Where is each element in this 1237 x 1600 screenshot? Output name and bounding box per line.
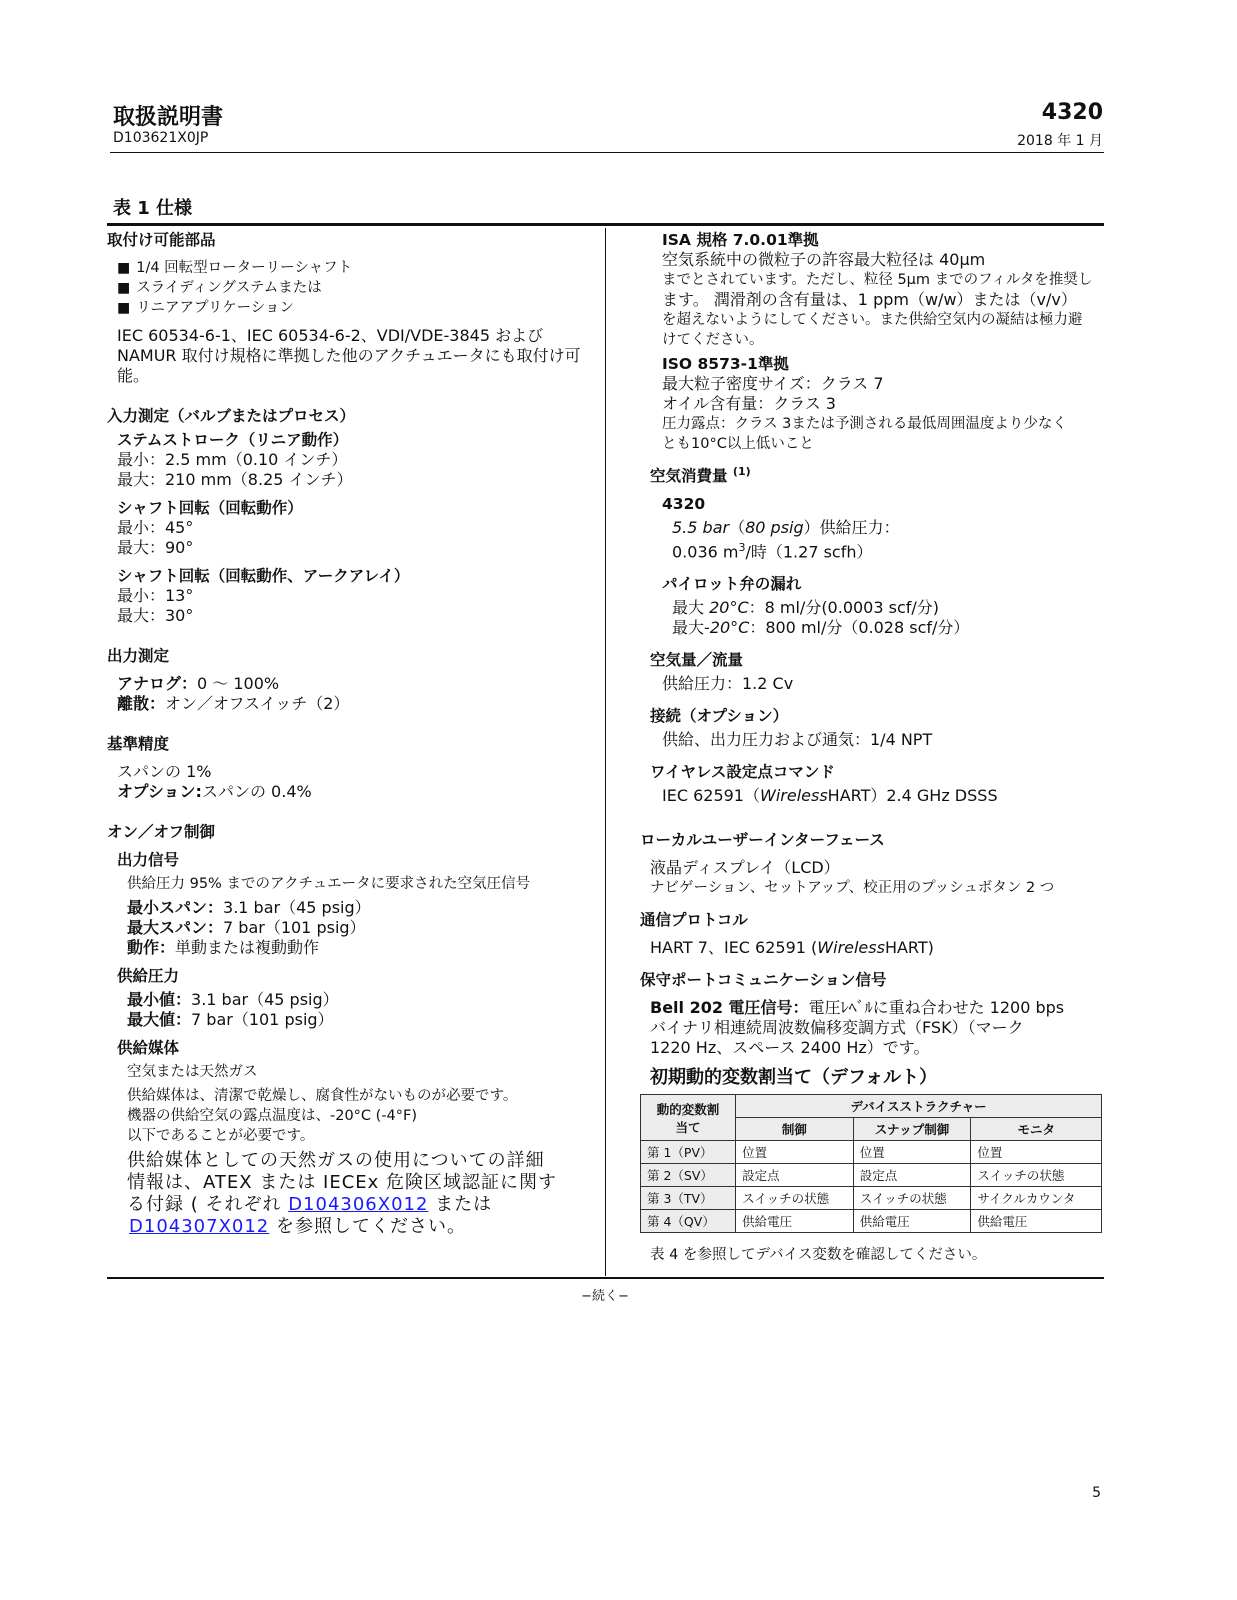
- text: ：800 ml/分（0.028 scf/分）: [749, 618, 970, 638]
- maint-line: バイナリ相連続周波数偏移変調方式（FSK）（マーク: [650, 1018, 1024, 1038]
- signal-text: 供給圧力 95% までのアクチュエータに要求された空気圧信号: [127, 876, 531, 892]
- flow-value: 供給圧力：1.2 Cv: [662, 674, 794, 694]
- table-cell: 供給電圧: [736, 1210, 854, 1233]
- model-number: 4320: [1041, 100, 1103, 125]
- max-span-value: 7 bar（101 psig）: [223, 918, 366, 937]
- model-heading: 4320: [662, 495, 706, 514]
- table-title: 表 1 仕様: [113, 198, 193, 219]
- text: ）供給圧力：: [803, 518, 900, 538]
- onoff-heading: オン／オフ制御: [107, 823, 216, 841]
- document-number: D103621X0JP: [113, 130, 209, 146]
- accuracy-option: [107, 782, 597, 802]
- table-cell: 位置: [853, 1141, 971, 1164]
- min-span: [117, 898, 597, 918]
- air-consumption-line: [640, 518, 1105, 538]
- bell-label: Bell 202 電圧信号：: [650, 998, 809, 1018]
- shaft-min: 最小：45°: [117, 518, 194, 537]
- bell-value: 電圧ﾚﾍﾞﾙに重ね合わせた 1200 bps: [808, 998, 1065, 1018]
- isa-line: 空気系統中の微粒子の許容最大粒径は 40μm: [662, 250, 986, 269]
- pilot-line: [640, 618, 1105, 638]
- pilot-heading: パイロット弁の漏れ: [662, 575, 802, 594]
- isa-line: ます。 潤滑剤の含有量は、1 ppm（w/w）または（v/v）: [662, 290, 1077, 309]
- air-consumption-heading: [640, 462, 1105, 486]
- discrete-label: 離散：: [117, 694, 166, 713]
- wireless-heading: ワイヤレス設定点コマンド: [650, 763, 835, 782]
- discrete-value: オン／オフスイッチ（2）: [165, 694, 350, 713]
- footnote-ref: (1): [732, 465, 751, 478]
- pilot-line: [640, 598, 1105, 618]
- note-line: NAMUR 取付け規格に準拠した他のアクチュエータにも取付け可: [117, 346, 581, 365]
- continued-label: −続く−: [581, 1289, 629, 1304]
- text: （: [729, 518, 746, 538]
- medium-line: 供給媒体は、清潔で乾燥し、腐食性がないものが必要です。: [127, 1088, 518, 1104]
- supply-max-label: 最大値：: [127, 1010, 192, 1029]
- output-heading: 出力測定: [107, 647, 170, 665]
- italic-text: Wireless: [760, 786, 828, 806]
- header-rule: [110, 152, 1104, 153]
- text: IEC 62591（: [662, 786, 760, 806]
- gas-note-line: 供給媒体としての天然ガスの使用についての詳細: [127, 1150, 545, 1171]
- table-header-cell: スナップ制御: [853, 1118, 971, 1141]
- action-label: 動作：: [127, 938, 176, 957]
- appendix-link-atex[interactable]: D104306X012: [288, 1194, 429, 1215]
- shaft-heading: シャフト回転（回転動作）: [117, 499, 303, 517]
- dv-title: 初期動的変数割当て（デフォルト）: [650, 1067, 938, 1089]
- right-column: [640, 230, 1105, 1265]
- text: 最大-: [672, 618, 710, 638]
- wireless-value: [640, 786, 1105, 806]
- maint-line: 1220 Hz、スペース 2400 Hz）です。: [650, 1038, 930, 1058]
- isa-line: けてください。: [662, 332, 764, 348]
- iso-heading: ISO 8573-1準拠: [662, 355, 789, 373]
- lui-heading: ローカルユーザーインターフェース: [640, 831, 885, 850]
- supply-min: [117, 990, 597, 1010]
- action-value: 単動または複動動作: [175, 938, 320, 957]
- stem-min: 最小：2.5 mm（0.10 インチ）: [117, 450, 348, 469]
- supply-heading: 供給圧力: [117, 967, 180, 985]
- stem-max: 最大：210 mm（8.25 インチ）: [117, 470, 353, 489]
- text: HART): [884, 938, 934, 958]
- text: HART）2.4 GHz DSSS: [827, 786, 998, 806]
- superscript: 3: [738, 541, 746, 555]
- table-top-rule: [107, 223, 1104, 226]
- italic-text: 20°C: [709, 598, 749, 618]
- note-line: 能。: [117, 366, 150, 385]
- iso-line: オイル含有量：クラス 3: [662, 394, 836, 413]
- gas-note-text: る付録 ( それぞれ: [127, 1194, 289, 1215]
- table-row: [641, 1164, 1102, 1187]
- bullet-item: ■ スライディングステムまたは: [117, 278, 597, 298]
- medium-line: 機器の供給空気の露点温度は、-20°C (-4°F): [127, 1108, 418, 1124]
- mountable-heading: 取付け可能部品: [107, 231, 216, 249]
- mountable-note: [107, 326, 597, 386]
- accuracy-line: スパンの 1%: [117, 762, 212, 781]
- dv-note: 表 4 を参照してデバイス変数を確認してください。: [650, 1247, 987, 1264]
- note-line: IEC 60534-6-1、IEC 60534-6-2、VDI/VDE-3845 および: [117, 326, 544, 345]
- arc-max: 最大：30°: [117, 606, 194, 625]
- min-span-label: 最小スパン：: [127, 898, 224, 917]
- flow-heading: 空気量／流量: [650, 651, 744, 670]
- supply-max-value: 7 bar（101 psig）: [191, 1010, 334, 1029]
- italic-text: 5.5 bar: [672, 518, 730, 538]
- table-header-row: [641, 1095, 1102, 1118]
- table-cell: 供給電圧: [853, 1210, 971, 1233]
- maint-heading: 保守ポートコミュニケーション信号: [640, 971, 887, 990]
- italic-text: 80 psig: [745, 518, 804, 538]
- column-divider: [605, 228, 606, 1276]
- dynamic-variable-table: [640, 1094, 1102, 1233]
- connection-value: 供給、出力圧力および通気：1/4 NPT: [662, 730, 933, 750]
- gas-note-text: または: [428, 1194, 493, 1215]
- table-header-cell: デバイスストラクチャー: [736, 1095, 1102, 1118]
- table-cell: 第 3（TV）: [641, 1187, 736, 1210]
- table-row: [641, 1187, 1102, 1210]
- arc-min: 最小：13°: [117, 586, 194, 605]
- header-text: 当て: [675, 1119, 701, 1135]
- supply-min-label: 最小値：: [127, 990, 192, 1009]
- output-analog: [107, 674, 597, 694]
- table-cell: サイクルカウンタ: [971, 1187, 1102, 1210]
- action: [117, 938, 597, 958]
- maint-line: [640, 998, 1105, 1018]
- heading-text: 空気消費量: [650, 467, 728, 486]
- gas-note-line: [127, 1194, 597, 1216]
- table-cell: 位置: [971, 1141, 1102, 1164]
- protocol-heading: 通信プロトコル: [640, 911, 748, 930]
- option-value: スパンの 0.4%: [201, 782, 312, 801]
- document-date: 2018 年 1 月: [1017, 133, 1103, 149]
- mountable-bullets: [107, 258, 597, 318]
- text: HART 7、IEC 62591 (: [650, 938, 818, 958]
- table-cell: 第 1（PV）: [641, 1141, 736, 1164]
- lui-line: 液晶ディスプレイ（LCD）: [650, 858, 840, 878]
- gas-note-last-line: [107, 1216, 597, 1238]
- gas-note-line: 情報は、ATEX または IECEx 危険区域認証に関す: [127, 1172, 558, 1193]
- table-cell: 設定点: [736, 1164, 854, 1187]
- stem-heading: ステムストローク（リニア動作）: [117, 431, 349, 449]
- gas-note-text: を参照してください。: [269, 1216, 466, 1237]
- table-row: [641, 1141, 1102, 1164]
- table-cell: スイッチの状態: [971, 1164, 1102, 1187]
- min-span-value: 3.1 bar（45 psig）: [223, 898, 371, 917]
- analog-label: アナログ：: [117, 674, 198, 693]
- text: ：8 ml/分(0.0003 scf/分): [748, 598, 940, 618]
- bullet-item: ■ リニアアプリケーション: [117, 298, 597, 318]
- table-header-cell: モニタ: [971, 1118, 1102, 1141]
- page-number: 5: [1092, 1485, 1101, 1501]
- text: 0.036 m: [672, 542, 739, 562]
- protocol-value: [640, 938, 1105, 958]
- bullet-item: ■ 1/4 回転型ローターリーシャフト: [117, 258, 597, 278]
- appendix-link-iecex[interactable]: D104307X012: [129, 1216, 270, 1237]
- header-text: 動的変数割: [656, 1101, 720, 1117]
- table-cell: 位置: [736, 1141, 854, 1164]
- supply-min-value: 3.1 bar（45 psig）: [191, 990, 339, 1009]
- text: /時（1.27 scfh）: [745, 542, 873, 562]
- gas-note: [117, 1150, 597, 1216]
- table-cell: スイッチの状態: [736, 1187, 854, 1210]
- medium-heading: 供給媒体: [117, 1039, 180, 1057]
- max-span-label: 最大スパン：: [127, 918, 224, 937]
- input-heading: 入力測定（バルブまたはプロセス）: [107, 407, 356, 425]
- medium-line: 以下であることが必要です。: [127, 1128, 315, 1144]
- shaft-max: 最大：90°: [117, 538, 194, 557]
- medium-line: 空気または天然ガス: [127, 1064, 258, 1080]
- isa-line: を超えないようにしてください。また供給空気内の凝結は極力避: [662, 312, 1083, 328]
- max-span: [117, 918, 597, 938]
- signal-heading: 出力信号: [117, 851, 180, 869]
- supply-max: [117, 1010, 597, 1030]
- connection-heading: 接続（オプション）: [650, 707, 789, 726]
- table-row: [641, 1210, 1102, 1233]
- iso-line: 圧力露点：クラス 3または予測される最低周囲温度より少なく: [662, 416, 1067, 432]
- italic-text: 20°C: [709, 618, 750, 638]
- table-cell: 第 2（SV）: [641, 1164, 736, 1187]
- text: 最大: [672, 598, 710, 618]
- iso-line: とも10°C以上低いこと: [662, 436, 814, 452]
- table-cell: 第 4（QV）: [641, 1210, 736, 1233]
- arc-heading: シャフト回転（回転動作、アークアレイ）: [117, 567, 410, 585]
- document-title: 取扱説明書: [113, 105, 224, 130]
- italic-text: Wireless: [817, 938, 885, 958]
- analog-value: 0 ～ 100%: [197, 674, 280, 693]
- isa-heading: ISA 規格 7.0.01準拠: [662, 231, 819, 249]
- air-consumption-value: [640, 538, 1105, 562]
- lui-line: ナビゲーション、セットアップ、校正用のプッシュボタン 2 つ: [650, 880, 1055, 897]
- isa-line: までとされています。ただし、粒径 5μm までのフィルタを推奨し: [662, 272, 1093, 288]
- table-cell: スイッチの状態: [853, 1187, 971, 1210]
- accuracy-heading: 基準精度: [107, 735, 170, 753]
- iso-line: 最大粒子密度サイズ：クラス 7: [662, 374, 884, 393]
- left-column: [107, 230, 597, 1238]
- table-bottom-rule: [107, 1277, 1104, 1279]
- output-discrete: [107, 694, 597, 714]
- table-header-cell: 制御: [736, 1118, 854, 1141]
- table-cell: 設定点: [853, 1164, 971, 1187]
- option-label: オプション:: [117, 782, 202, 801]
- table-cell: 供給電圧: [971, 1210, 1102, 1233]
- table-header-cell: [641, 1095, 736, 1141]
